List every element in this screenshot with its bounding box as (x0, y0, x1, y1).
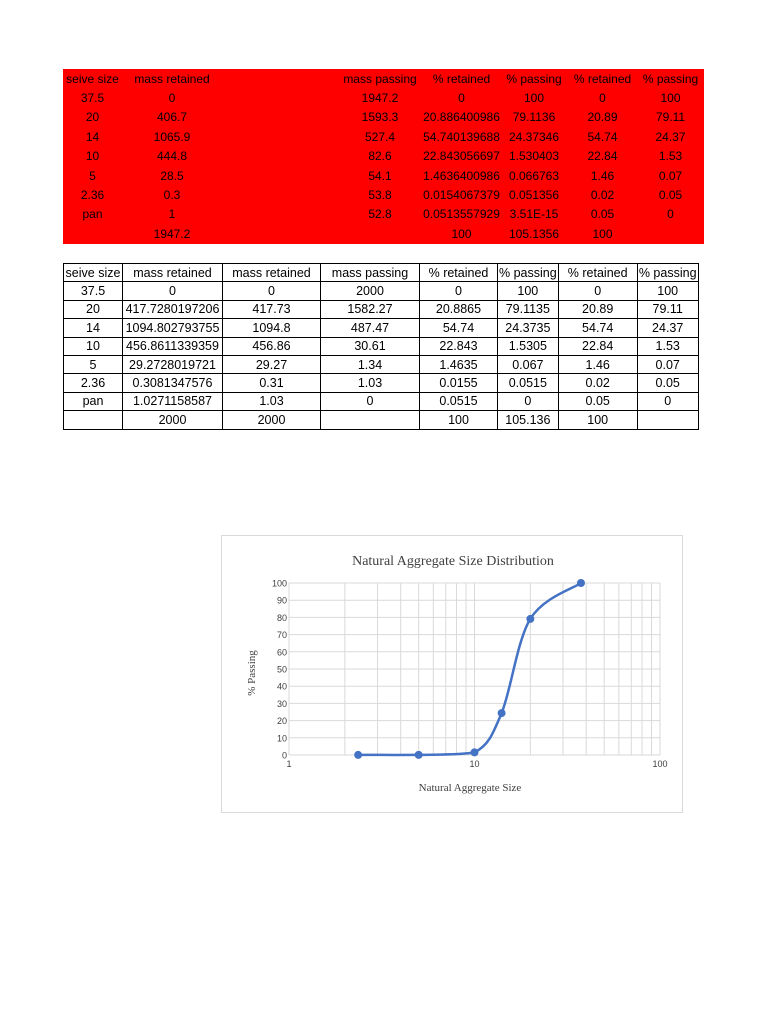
y-tick-label: 80 (276, 612, 287, 623)
red-table-cell: 1.4636400986 (423, 168, 500, 183)
red-table-header-cell: mass retained (134, 71, 210, 86)
grid-table-cell: 1.46 (558, 355, 637, 373)
y-tick-label: 90 (276, 595, 287, 606)
grid-table-row (64, 319, 699, 337)
grid-table-cell: 0 (558, 282, 637, 300)
grid-table-cell: 22.84 (558, 337, 637, 355)
grid-table-cell (637, 411, 698, 429)
red-table-header-cell: seive size (66, 71, 119, 86)
grid-table-cell: 0 (321, 392, 420, 410)
grid-table-row (64, 355, 699, 373)
grid-table-cell: 2000 (223, 411, 321, 429)
red-table-cell: 20 (85, 110, 100, 125)
grid-table-cell: 29.27 (223, 355, 321, 373)
grid-table-cell: 2000 (123, 411, 223, 429)
red-table-cell: 444.8 (156, 149, 188, 164)
red-table-cell: 20.89 (587, 110, 618, 125)
red-table-cell: 0 (458, 91, 465, 106)
grid-table-row (64, 411, 699, 429)
grid-table-cell: 0.0155 (420, 374, 498, 392)
grid-table-cell: 100 (420, 411, 498, 429)
data-point (527, 615, 534, 622)
red-table-cell: 100 (592, 226, 613, 241)
data-point (415, 751, 422, 758)
grid-table-cell: 0.3081347576 (123, 374, 223, 392)
red-table-cell: 79.11 (655, 110, 686, 125)
grid-table-cell: 79.11 (637, 300, 698, 318)
grid-table-header-cell: mass passing (321, 264, 420, 282)
data-point (577, 580, 584, 587)
grid-table-cell: 1.34 (321, 355, 420, 373)
grid-table-cell: 417.7280197206 (123, 300, 223, 318)
grid-table-cell: 100 (558, 411, 637, 429)
grid-table-cell: 487.47 (321, 319, 420, 337)
red-table-cell: 100 (660, 91, 681, 106)
red-table-cell (222, 147, 337, 166)
grid-table-cell: 20.8865 (420, 300, 498, 318)
sieve-analysis-table (63, 263, 699, 430)
grid-table-header-cell: % passing (498, 264, 559, 282)
grid-table-cell: 79.1135 (498, 300, 559, 318)
red-table-cell: 1593.3 (361, 110, 399, 125)
red-table-cell (637, 224, 704, 243)
red-table-cell: 0.066763 (508, 168, 560, 183)
grid-table-header-cell: mass retained (123, 264, 223, 282)
y-tick-label: 50 (276, 664, 287, 675)
red-table-cell: 100 (451, 226, 472, 241)
grid-table-cell: 1.5305 (498, 337, 559, 355)
red-table-header-cell: % passing (642, 71, 699, 86)
grid-table-cell: 0 (637, 392, 698, 410)
grid-table-header-cell: seive size (64, 264, 123, 282)
grid-table-cell: 100 (637, 282, 698, 300)
grid-table-cell: 22.843 (420, 337, 498, 355)
grid-table-cell: 30.61 (321, 337, 420, 355)
red-table-row (63, 185, 704, 204)
red-table-cell: 1.53 (658, 149, 683, 164)
y-tick-label: 60 (276, 647, 287, 658)
red-table-row (63, 166, 704, 185)
grid-table-cell: 0.05 (558, 392, 637, 410)
grid-table-header-cell: % retained (558, 264, 637, 282)
red-table-cell (222, 205, 337, 224)
red-table-cell: 1 (168, 207, 176, 222)
grid-table-cell: 20.89 (558, 300, 637, 318)
grid-table-cell (64, 411, 123, 429)
red-table-cell: 0 (667, 207, 674, 222)
grid-table-cell (321, 411, 420, 429)
red-table-cell: 100 (523, 91, 545, 106)
red-table-cell: 0.02 (590, 188, 615, 203)
red-table-row (63, 127, 704, 146)
x-axis-label: Natural Aggregate Size (418, 782, 522, 794)
grid-table-cell: 54.74 (558, 319, 637, 337)
grid-table-cell: 0.0515 (498, 374, 559, 392)
red-table-cell: 1947.2 (361, 91, 399, 106)
red-table-cell: 5 (89, 168, 96, 183)
red-table-cell (222, 185, 337, 204)
grid-table-cell: 37.5 (64, 282, 123, 300)
red-table-cell: 3.51E-15 (509, 207, 559, 222)
red-table-cell: 0.0154067379 (423, 188, 500, 203)
grid-table-cell: 0 (420, 282, 498, 300)
red-sieve-table (63, 69, 704, 244)
grid-table-cell: 1.03 (321, 374, 420, 392)
grid-table-cell: 0 (223, 282, 321, 300)
grid-table-cell: 0.05 (637, 374, 698, 392)
grid-table-cell: 5 (64, 355, 123, 373)
grid-table-header-row (64, 264, 699, 282)
grid-table-cell: 2.36 (64, 374, 123, 392)
red-table-cell: 1065.9 (153, 129, 191, 144)
red-table-cell: 0.07 (658, 168, 683, 183)
grid-table-cell: 14 (64, 319, 123, 337)
red-table-cell (222, 166, 337, 185)
grid-table-cell: 1094.8 (223, 319, 321, 337)
grid-table-cell: 456.86 (223, 337, 321, 355)
red-table-cell: 2.36 (80, 188, 105, 203)
grid-table-cell: 1.03 (223, 392, 321, 410)
grid-table-cell: 417.73 (223, 300, 321, 318)
red-table-cell: 0 (599, 91, 606, 106)
red-table-cell: 0.0513557929 (423, 207, 500, 222)
red-table-cell: 406.7 (156, 110, 188, 125)
red-table-cell: 54.74 (587, 129, 618, 144)
grid-table-cell: 2000 (321, 282, 420, 300)
red-table-row (63, 224, 704, 243)
red-table-cell: 0.3 (163, 188, 181, 203)
data-point (498, 710, 505, 717)
y-tick-label: 30 (276, 698, 287, 709)
red-table-row (63, 205, 704, 224)
grid-table-cell: 1094.802793755 (123, 319, 223, 337)
y-tick-label: 20 (276, 716, 287, 727)
red-table-row (63, 88, 704, 107)
red-table-header-cell: % retained (573, 71, 632, 86)
data-point (355, 751, 362, 758)
grid-table-cell: 1.4635 (420, 355, 498, 373)
grid-table-cell: 20 (64, 300, 123, 318)
chart-area (221, 535, 683, 813)
grid-table-cell: 1.53 (637, 337, 698, 355)
x-tick-label: 1 (286, 759, 292, 769)
red-table-cell: 0.05 (590, 207, 615, 222)
red-table-cell: 20.886400986 (423, 110, 500, 125)
grid-table-cell: 54.74 (420, 319, 498, 337)
red-table-header-cell: % passing (506, 71, 562, 86)
grid-table-cell: 105.136 (498, 411, 559, 429)
grid-table-row (64, 374, 699, 392)
chart-title: Natural Aggregate Size Distribution (352, 554, 554, 569)
grid-table-cell: 0 (123, 282, 223, 300)
red-table-header-cell: % retained (432, 71, 491, 86)
grid-table-cell: 0.0515 (420, 392, 498, 410)
red-table-cell: 105.1356 (508, 226, 560, 241)
red-table-cell: 1.530403 (508, 149, 560, 164)
y-tick-label: 10 (276, 733, 287, 744)
red-table-header-cell (222, 69, 337, 88)
grid-table-cell: 24.37 (637, 319, 698, 337)
red-table-cell (63, 224, 122, 243)
grid-table-row (64, 392, 699, 410)
grid-table-cell: 456.8611339359 (123, 337, 223, 355)
grid-table-cell: 1.0271158587 (123, 392, 223, 410)
red-table-cell: 52.8 (368, 207, 392, 222)
red-table-cell: 0 (168, 91, 176, 106)
data-point (471, 749, 478, 756)
red-table-cell: 37.5 (80, 91, 105, 106)
x-tick-label: 10 (469, 759, 480, 769)
grid-table-cell: 0.067 (498, 355, 559, 373)
grid-table-cell: 0.02 (558, 374, 637, 392)
red-table-cell: 22.843056697 (423, 149, 500, 164)
y-tick-label: 70 (276, 630, 287, 641)
grid-table-cell: 100 (498, 282, 559, 300)
red-table-cell (222, 127, 337, 146)
red-table-cell (222, 88, 337, 107)
red-table-header-cell: mass passing (343, 71, 417, 86)
red-table-row (63, 147, 704, 166)
red-table-cell: 82.6 (368, 149, 392, 164)
grid-table-cell: 0.31 (223, 374, 321, 392)
red-table-cell: 79.1136 (512, 110, 556, 125)
grid-table-row (64, 337, 699, 355)
y-tick-label: 0 (281, 750, 287, 761)
grid-table-cell: pan (64, 392, 123, 410)
red-table-cell: 0.051356 (508, 188, 560, 203)
red-table-cell: 22.84 (587, 149, 618, 164)
grid-table-cell: 10 (64, 337, 123, 355)
red-table-cell: 14 (85, 129, 100, 144)
red-table-cell: 1.46 (590, 168, 615, 183)
red-table-cell (337, 224, 423, 243)
red-table-cell: 53.8 (368, 188, 392, 203)
grid-table-cell: 1582.27 (321, 300, 420, 318)
grid-table-cell: 24.3735 (498, 319, 559, 337)
red-table-cell: pan (82, 207, 103, 222)
red-table-cell: 10 (85, 149, 100, 164)
red-table-cell: 24.37346 (508, 129, 560, 144)
red-table-cell: 1947.2 (153, 226, 191, 241)
y-tick-label: 100 (271, 578, 287, 589)
red-table-cell (222, 224, 337, 243)
red-table-cell: 527.4 (364, 129, 396, 144)
size-distribution-chart (222, 536, 684, 814)
red-table-cell (222, 108, 337, 127)
grid-table-header-cell: % passing (637, 264, 698, 282)
grid-table-cell: 29.2728019721 (123, 355, 223, 373)
red-table-cell: 54.740139688 (423, 129, 500, 144)
grid-table-row (64, 282, 699, 300)
y-tick-label: 40 (276, 681, 287, 692)
red-table-cell: 24.37 (655, 129, 686, 144)
red-table-cell: 54.1 (368, 168, 392, 183)
red-table-cell: 0.05 (658, 188, 683, 203)
grid-table-header-cell: % retained (420, 264, 498, 282)
y-axis-label: % Passing (246, 650, 258, 696)
grid-table-cell: 0.07 (637, 355, 698, 373)
x-tick-label: 100 (652, 759, 668, 769)
grid-table-header-cell: mass retained (223, 264, 321, 282)
red-table-row (63, 108, 704, 127)
grid-table-cell: 0 (498, 392, 559, 410)
red-table-cell: 28.5 (160, 168, 184, 183)
grid-table-row (64, 300, 699, 318)
red-table-header-row (63, 69, 704, 88)
